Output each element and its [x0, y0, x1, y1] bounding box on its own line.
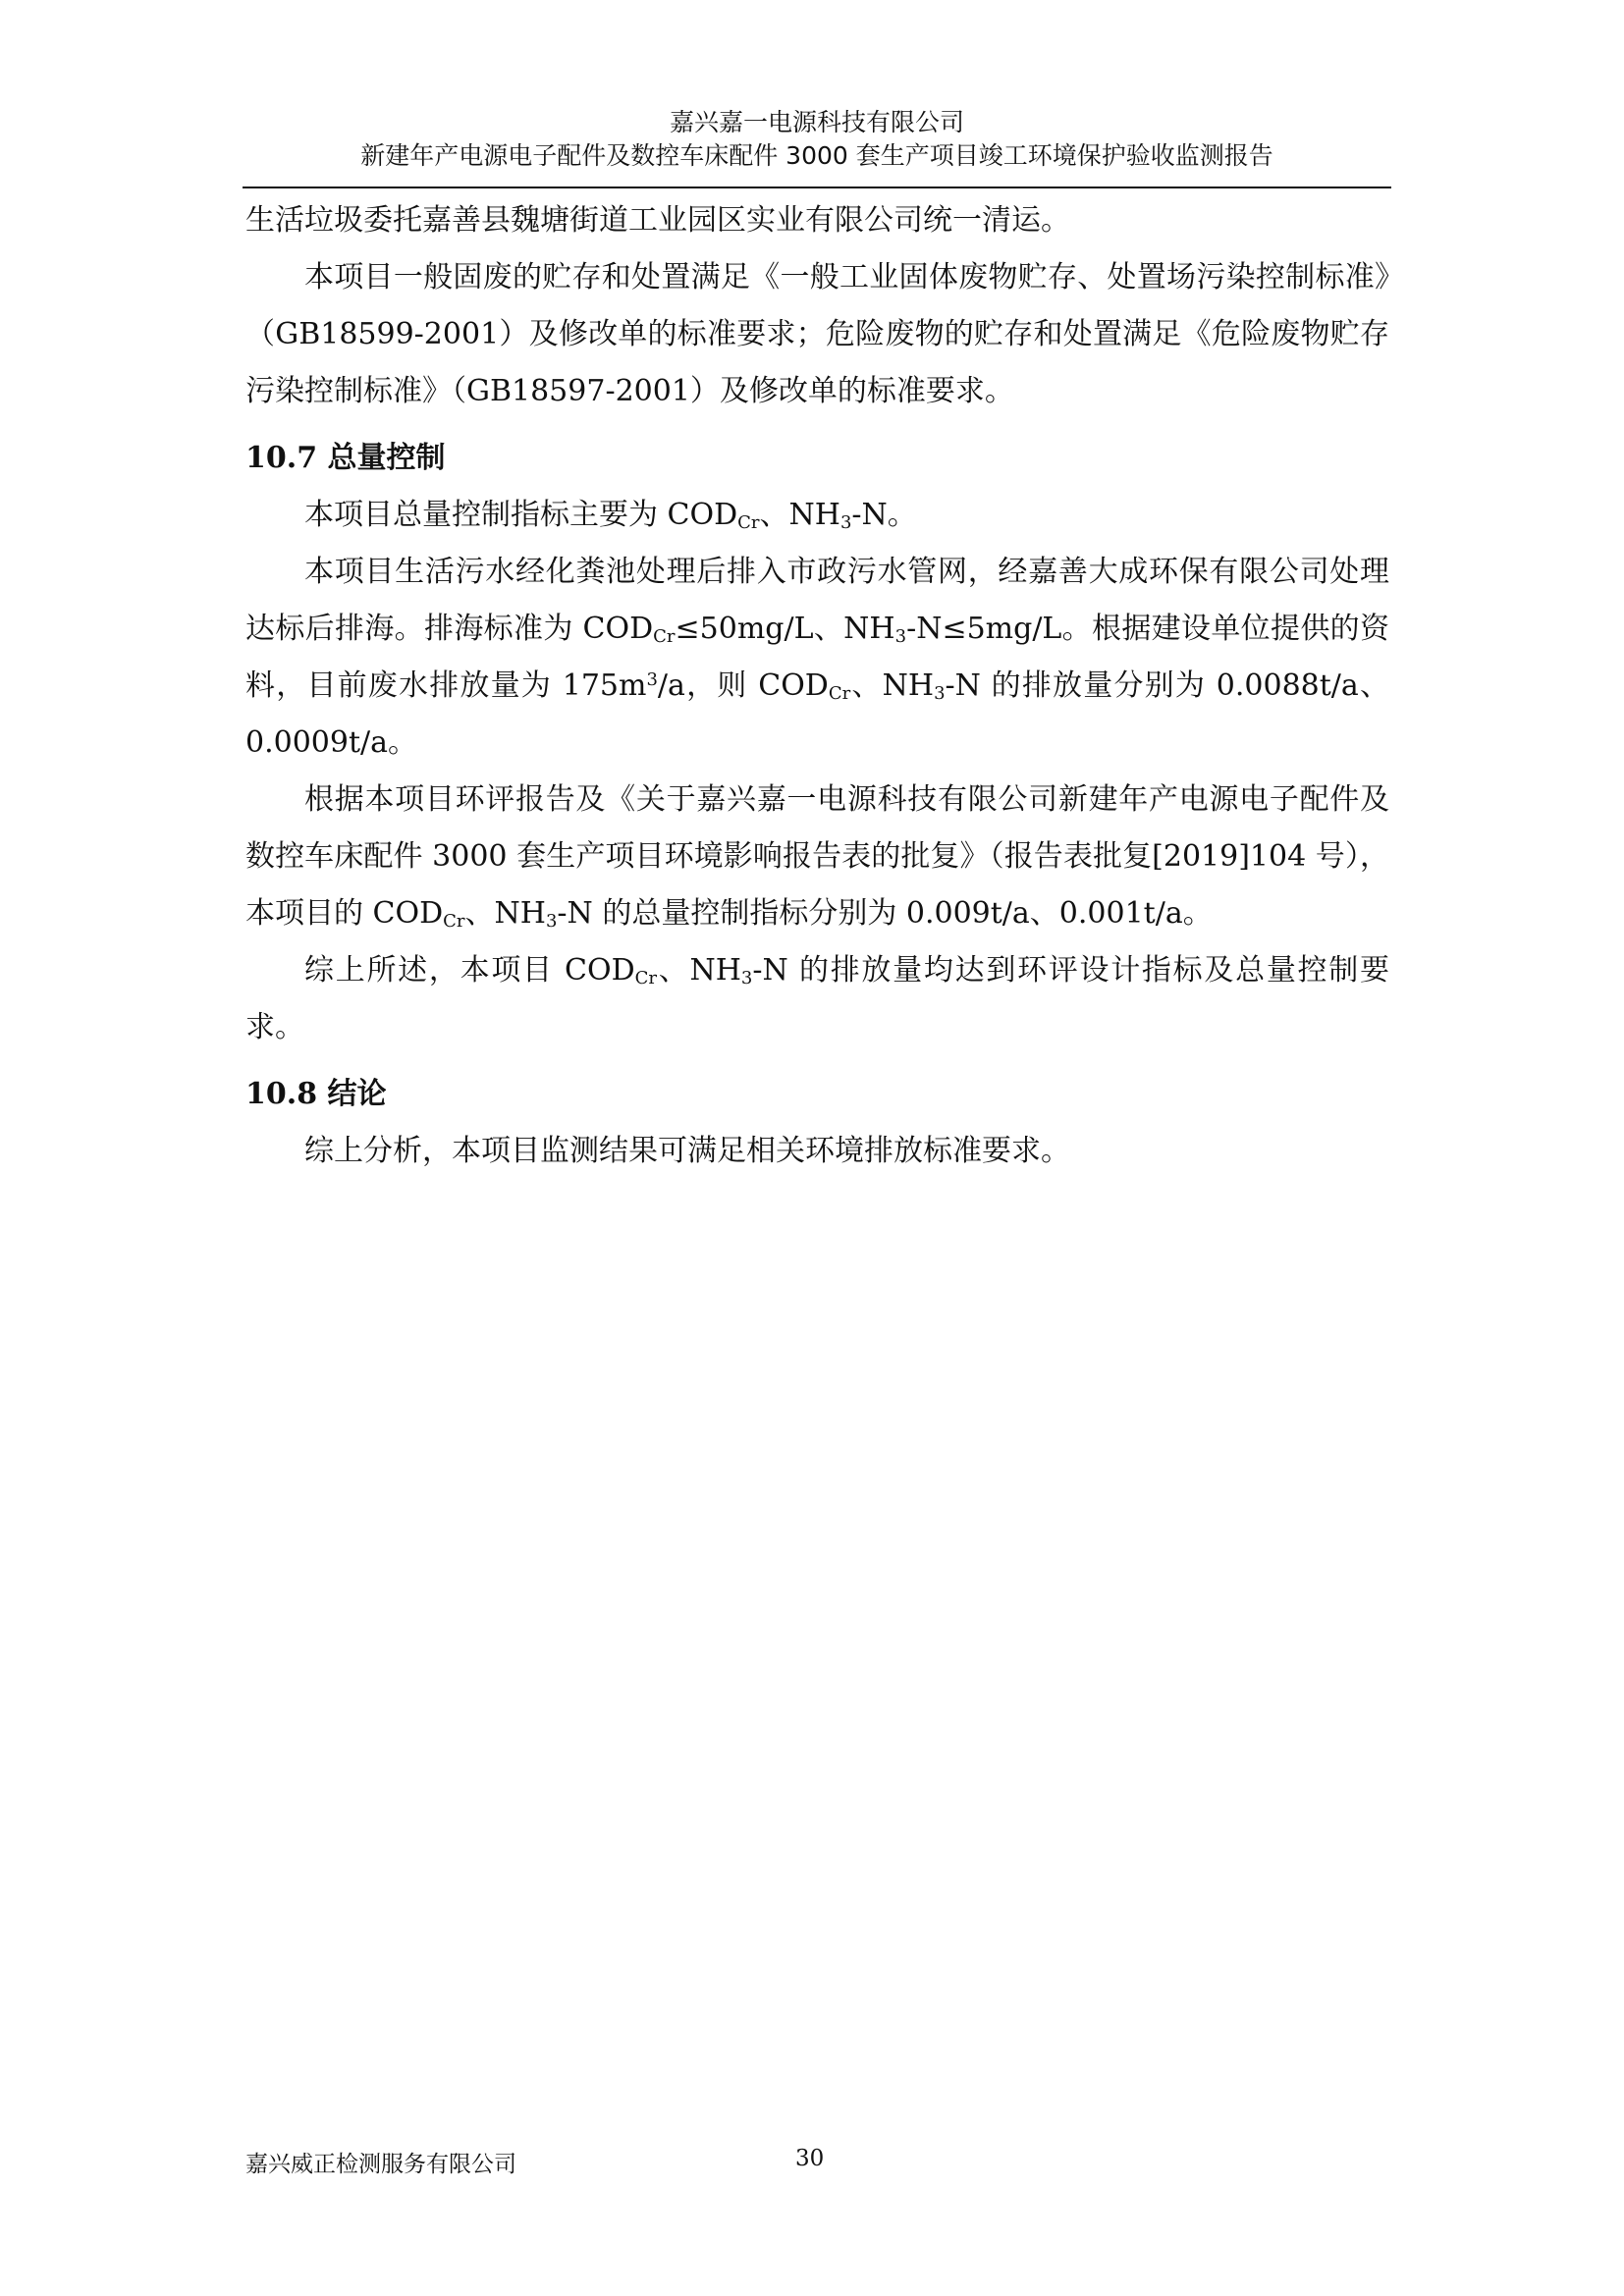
footer-company: 嘉兴威正检测服务有限公司 — [245, 2152, 516, 2177]
paragraph-eia-approval-limits: 根据本项目环评报告及《关于嘉兴嘉一电源科技有限公司新建年产电源电子配件及数控车床配件 3000 套生产项目环境影响报告表的批复》（报告表批复[2019]104 号），本项目的 $COD_{Cr}$、$NH_3-N$ 的总量控制指标分别为 0.009t/a、0.001t/a。 — [245, 782, 1389, 932]
paragraph-total-control-summary: 综上所述，本项目 $COD_{Cr}$、$NH_3-N$ 的排放量均达到环评设计指标及总量控制要求。 — [245, 953, 1389, 1044]
paragraph-conclusion: 综上分析，本项目监测结果可满足相关环境排放标准要求。 — [304, 1134, 1070, 1168]
section-heading-10-8: 10.8 结论 — [245, 1077, 387, 1111]
header-report-title: 新建年产电源电子配件及数控车床配件 3000 套生产项目竣工环境保护验收监测报告 — [360, 141, 1273, 170]
page-header — [243, 106, 1391, 173]
header-company: 嘉兴嘉一电源科技有限公司 — [669, 108, 964, 136]
section-heading-10-7: 10.7 总量控制 — [245, 441, 446, 475]
paragraph-total-control-indicators: 本项目总量控制指标主要为 $COD_{Cr}$、$NH_3-N$。 — [304, 498, 917, 533]
page-number: 30 — [795, 2146, 825, 2171]
paragraph-waste-continuation: 生活垃圾委托嘉善县魏塘街道工业园区实业有限公司统一清运。 — [245, 203, 1070, 238]
header-divider — [243, 187, 1391, 188]
paragraph-wastewater-discharge: 本项目生活污水经化粪池处理后排入市政污水管网，经嘉善大成环保有限公司处理达标后排海。排海标准为 $COD_{Cr}\le 50mg/L$、$NH_3-N\le 5mg/L$。根据建设单位提供的资料，目前废水排放量为 $175m^3/a$，则 $COD_{Cr}$、$NH_3-N$ 的排放量分别为 0.0088t/a、0.0009t/a。 — [245, 555, 1390, 760]
paragraph-solid-waste-standards: 本项目一般固废的贮存和处置满足《一般工业固体废物贮存、处置场污染控制标准》（GB18599-2001）及修改单的标准要求；危险废物的贮存和处置满足《危险废物贮存污染控制标准》（GB18597-2001）及修改单的标准要求。 — [245, 260, 1389, 408]
document-body — [245, 192, 1389, 1180]
